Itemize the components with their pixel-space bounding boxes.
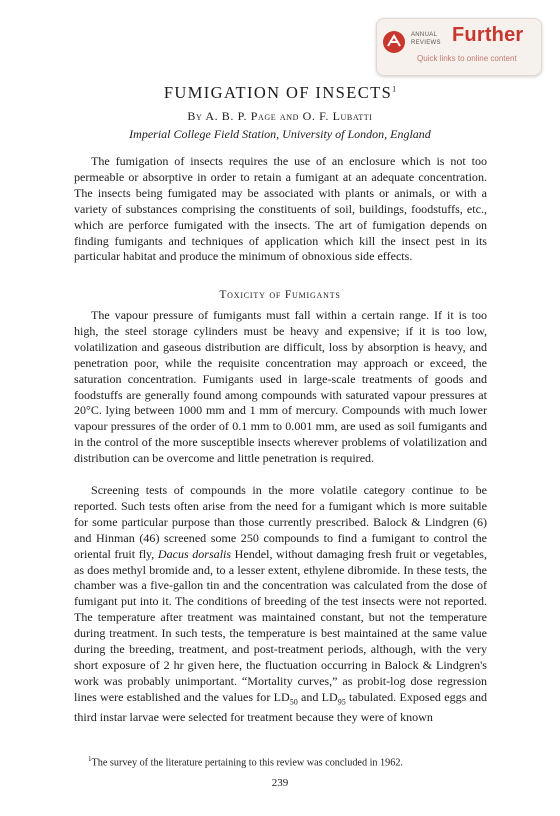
paragraph-text: Hendel, without damaging fresh fruit or vegetables, as does methyl bromide and, to a lesser extent, ethylene dibromide. In these tests, the chamber was a five-gallon tin and the concentration was calculated from the dose of fumigant put into it. The conditions of breeding of the test insects were not reported. The temperature after treatment was maintained constant, but not the temperature during treatment. In such tests, the temperature is best maintained at the same value during the breeding, treatment, and post-treatment periods, although, with the very short exposure of 2 hr given here, the fluctuation occurring in Balock & Lindgren's work was probably unimportant. “Mortality curves,” as probit-log dose regression lines were established and the values for LD: [74, 546, 487, 704]
paragraph-text: Screening tests of compounds in the more volatile category continue to be reported. Such tests often arise from the need for a fumigant which is more suitable for some particular purpose than those currently prescribed. Balock & Lindgren (6) and Hinman (46) screened some 250 compounds to find a fumigant to control the oriental fruit fly,: [74, 483, 487, 561]
species-name: Dacus dorsalis: [157, 546, 232, 561]
article-authors: By A. B. P. Page and O. F. Lubatti: [187, 109, 373, 123]
section-heading: Toxicity of Fumigants: [219, 289, 341, 301]
further-label: Further: [452, 24, 524, 46]
footnote-text: The survey of the literature pertaining to this review was concluded in 1962.: [91, 757, 403, 769]
ld-subscript: 95: [337, 697, 346, 707]
annual-reviews-wordmark: [411, 31, 451, 47]
vapour-pressure-paragraph: The vapour pressure of fumigants must fall within a certain range. If it is too high, the steel storage cylinders must be heavy and expensive; if it is too low, volatilization and gaseous distribution are difficult, loss by absorption is heavy, and penetration poor, while the requisite concentration may approach or exceed, the saturation concentration. Fumigants used in large-scale treatments of goods and foodstuffs are generally found among compounds with saturated vapour pressures at 20°C. lying between 1000 mm and 1 mm of mercury. Compounds with much lower vapour pressures of the order of 0.1 mm to 0.001 mm, are used as soil fumigants and in the control of the more susceptible insects wherever problems of volatilization and distribution can be overcome and little penetration is required.: [74, 308, 487, 466]
paragraph-text: tabulated. Exposed eggs and third instar larvae were selected for treatment because they were of known: [74, 689, 487, 725]
title-footnote-mark: 1: [392, 84, 397, 94]
page-number: 239: [271, 777, 289, 789]
quick-links-label: Quick links to online content: [417, 54, 517, 63]
ld-subscript: 50: [289, 697, 298, 707]
wordmark-line-1: ANNUAL: [411, 32, 438, 38]
further-quick-links-banner[interactable]: [376, 18, 542, 76]
author-affiliation: Imperial College Field Station, University of London, England: [129, 127, 431, 141]
intro-paragraph: The fumigation of insects requires the use of an enclosure which is not too permeable or absorptive in order to retain a fumigant at an adequate concentration. The insects being fumigated may be associated with plants or animals, or with a variety of substances comprising the constituents of soil, buildings, foodstuffs, etc., which are perforce fumigated with the insects. The art of fumigation depends on finding fumigants and techniques of application which kill the insect pest in its particular habitat and produce the minimum of obnoxious side effects.: [74, 154, 487, 264]
article-title-text: FUMIGATION OF INSECTS: [163, 83, 393, 102]
article-title: [0, 83, 560, 103]
screening-tests-paragraph: [74, 483, 487, 726]
annual-reviews-logo-icon: [383, 31, 405, 53]
paragraph-text: and LD: [297, 689, 338, 704]
wordmark-line-2: REVIEWS: [411, 40, 441, 46]
footnote-mark: 1: [88, 755, 92, 763]
footnote: [74, 755, 494, 768]
